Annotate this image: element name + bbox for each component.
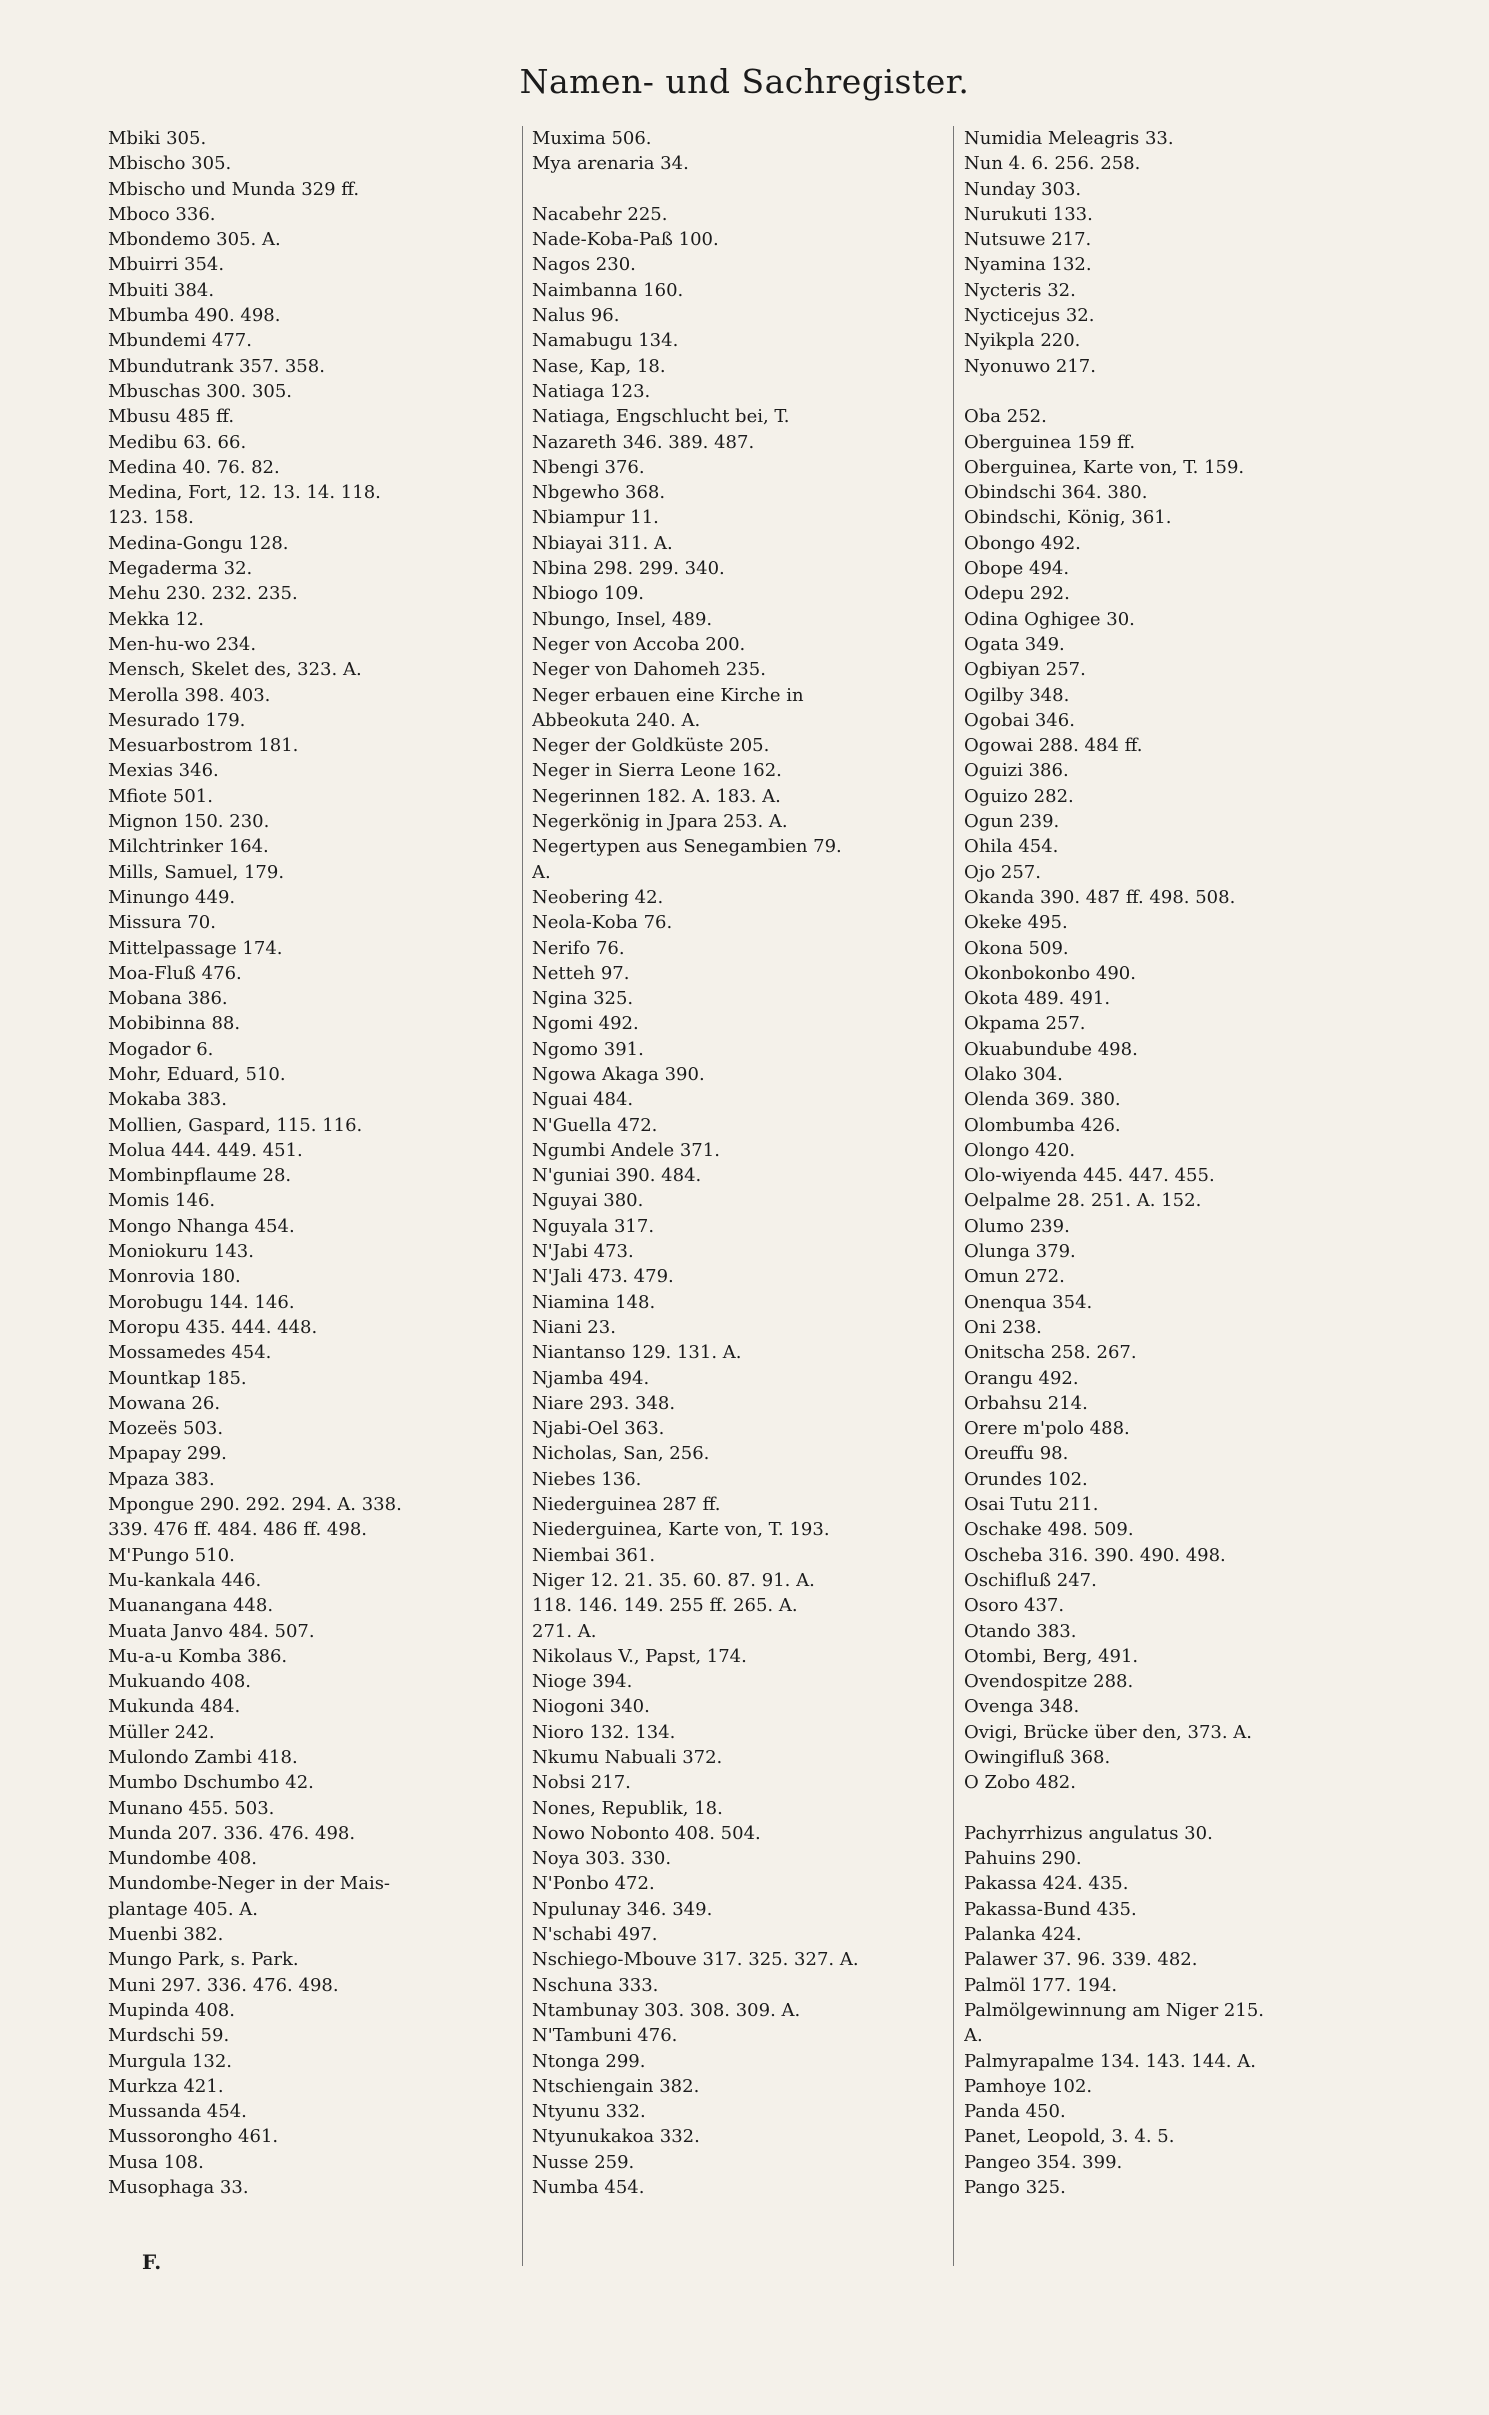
index-entry: Nbiayai 311. A. <box>532 532 673 554</box>
index-entry: 339. 476 ff. 484. 486 ff. 498. <box>108 1519 368 1541</box>
index-entry: Nguyala 317. <box>532 1215 655 1237</box>
index-entry: Mbondemo 305. A. <box>108 229 281 251</box>
index-entry: Oberguinea 159 ff. <box>964 431 1136 453</box>
index-entry: Netteh 97. <box>532 962 630 984</box>
index-entry: Nyikpla 220. <box>964 330 1081 352</box>
index-entry: Negerinnen 182. A. 183. A. <box>532 785 781 807</box>
index-entry: Pahuins 290. <box>964 1848 1082 1870</box>
index-entry: Niantanso 129. 131. A. <box>532 1342 742 1364</box>
index-entry: Okuabundube 498. <box>964 1038 1138 1060</box>
index-entry: Mbundemi 477. <box>108 330 252 352</box>
index-entry: Mulondo Zambi 418. <box>108 1747 298 1768</box>
index-entry: Niamina 148. <box>532 1291 656 1313</box>
index-entry: Muenbi 382. <box>108 1924 224 1946</box>
index-entry: Nbina 298. 299. 340. <box>532 558 725 580</box>
index-entry: Naimbanna 160. <box>532 279 684 301</box>
index-entry: Mbuschas 300. 305. <box>108 380 293 402</box>
index-entry: Okota 489. 491. <box>964 988 1111 1010</box>
index-entry: Mpapay 299. <box>108 1443 227 1465</box>
index-entry: Mu-a-u Komba 386. <box>108 1645 288 1667</box>
index-entry: Orangu 492. <box>964 1367 1079 1389</box>
index-entry: Niare 293. 348. <box>532 1392 676 1414</box>
index-entry: Ovenga 348. <box>964 1696 1080 1718</box>
index-entry: O Zobo 482. <box>964 1772 1076 1794</box>
index-entry: Olako 304. <box>964 1063 1063 1085</box>
index-entry: N'schabi 497. <box>532 1924 658 1946</box>
index-entry: Okona 509. <box>964 937 1069 959</box>
index-entry: Nbungo, Insel, 489. <box>532 608 713 630</box>
index-entry: Mumbo Dschumbo 42. <box>108 1772 314 1794</box>
index-entry: Abbeokuta 240. A. <box>532 709 701 731</box>
index-entry: Minungo 449. <box>108 886 236 908</box>
index-entry: Nazareth 346. 389. 487. <box>532 431 755 453</box>
index-entry: Obongo 492. <box>964 532 1081 554</box>
index-entry: Odina Oghigee 30. <box>964 608 1135 630</box>
index-entry: Musa 108. <box>108 2151 204 2173</box>
index-entry: Musophaga 33. <box>108 2177 249 2199</box>
index-entry: Panda 450. <box>964 2101 1066 2123</box>
index-entry: Orbahsu 214. <box>964 1392 1088 1414</box>
index-entry: Mignon 150. 230. <box>108 811 270 833</box>
index-entry: Oguizi 386. <box>964 760 1069 782</box>
index-entry: Ovigi, Brücke über den, 373. A. <box>964 1721 1253 1743</box>
index-entry: Men-hu-wo 234. <box>108 633 257 655</box>
index-entry: A. <box>532 861 551 883</box>
index-entry: Osai Tutu 211. <box>964 1494 1099 1516</box>
index-entry: Nschuna 333. <box>532 1974 659 1996</box>
index-entry: Ntambunay 303. 308. 309. A. <box>532 1999 801 2021</box>
index-entry: Nkumu Nabuali 372. <box>532 1747 723 1768</box>
index-entry: Mpaza 383. <box>108 1468 215 1490</box>
index-entry: A. <box>964 2025 983 2047</box>
index-entry: Mussorongho 461. <box>108 2126 279 2148</box>
index-entry: Nerifo 76. <box>532 937 625 959</box>
index-entry: Ogata 349. <box>964 633 1065 655</box>
index-entry: N'Guella 472. <box>532 1114 658 1136</box>
index-entry: Nones, Republik, 18. <box>532 1797 723 1819</box>
index-entry: Nbiogo 109. <box>532 583 645 605</box>
index-entry: Olo-wiyenda 445. 447. 455. <box>964 1165 1215 1187</box>
index-entry: Olenda 369. 380. <box>964 1089 1121 1111</box>
index-entry: Niederguinea, Karte von, T. 193. <box>532 1519 830 1541</box>
index-entry: Mbiki 305. <box>108 128 207 149</box>
index-entry: Nyonuwo 217. <box>964 355 1096 377</box>
index-entry: Nguyai 380. <box>532 1190 644 1212</box>
index-entry: Neobering 42. <box>532 886 664 908</box>
index-entry: 271. A. <box>532 1620 597 1642</box>
index-entry: Nalus 96. <box>532 305 620 327</box>
index-entry: Nbgewho 368. <box>532 482 666 504</box>
index-entry: Medina, Fort, 12. 13. 14. 118. <box>108 482 381 504</box>
index-entry: Mbusu 485 ff. <box>108 406 235 428</box>
index-entry: Mongo Nhanga 454. <box>108 1215 295 1237</box>
index-entry: Mbischo 305. <box>108 153 232 175</box>
index-entry: Niederguinea 287 ff. <box>532 1494 721 1516</box>
index-entry: Ohila 454. <box>964 836 1059 858</box>
index-entry: Palmyrapalme 134. 143. 144. A. <box>964 2050 1256 2072</box>
index-column-1 <box>108 126 518 2200</box>
index-entry: Molua 444. 449. 451. <box>108 1139 303 1161</box>
index-entry: Mobana 386. <box>108 988 228 1010</box>
index-entry: Mpongue 290. 292. 294. A. 338. <box>108 1494 402 1516</box>
index-entry: Megaderma 32. <box>108 558 253 580</box>
index-entry: Obope 494. <box>964 558 1070 580</box>
page-title: Namen- und Sachregister. <box>519 62 970 101</box>
index-entry: Nikolaus V., Papst, 174. <box>532 1645 747 1667</box>
index-entry: Nun 4. 6. 256. 258. <box>964 153 1141 175</box>
index-entry: Neger von Accoba 200. <box>532 633 746 655</box>
index-entry: Oreuffu 98. <box>964 1443 1069 1465</box>
column-divider <box>953 126 954 2266</box>
index-entry: Npulunay 346. 349. <box>532 1898 713 1920</box>
index-entry: Obindschi 364. 380. <box>964 482 1148 504</box>
index-entry: Onenqua 354. <box>964 1291 1093 1313</box>
index-entry: Nguai 484. <box>532 1089 634 1111</box>
index-entry: N'Tambuni 476. <box>532 2025 678 2047</box>
index-entry: Mussanda 454. <box>108 2101 247 2123</box>
index-entry: Okanda 390. 487 ff. 498. 508. <box>964 886 1236 908</box>
index-entry: Ngomo 391. <box>532 1038 644 1060</box>
index-entry: Ngumbi Andele 371. <box>532 1139 720 1161</box>
index-entry: Obindschi, König, 361. <box>964 507 1172 529</box>
index-entry: Neger von Dahomeh 235. <box>532 659 766 681</box>
index-entry: Olumo 239. <box>964 1215 1070 1237</box>
index-entry: Missura 70. <box>108 912 216 934</box>
index-entry: Mombinpflaume 28. <box>108 1165 292 1187</box>
index-entry: Otando 383. <box>964 1620 1077 1642</box>
index-entry: Ntonga 299. <box>532 2050 646 2072</box>
index-entry: Momis 146. <box>108 1190 216 1212</box>
index-entry: Oni 238. <box>964 1316 1042 1338</box>
index-entry: Oba 252. <box>964 406 1047 428</box>
index-entry: Ngina 325. <box>532 988 634 1010</box>
index-entry: Ojo 257. <box>964 861 1041 883</box>
index-entry: Panet, Leopold, 3. 4. 5. <box>964 2126 1175 2148</box>
index-entry: Neger in Sierra Leone 162. <box>532 760 782 782</box>
index-entry: Natiaga, Engschlucht bei, T. <box>532 406 790 428</box>
index-entry: Mittelpassage 174. <box>108 937 283 959</box>
index-entry: Mukuando 408. <box>108 1671 252 1693</box>
index-entry: Oberguinea, Karte von, T. 159. <box>964 456 1245 478</box>
index-entry: Niani 23. <box>532 1316 616 1338</box>
index-entry: Munda 207. 336. 476. 498. <box>108 1822 356 1844</box>
index-entry: Nycteris 32. <box>964 279 1076 301</box>
index-entry: Oguizo 282. <box>964 785 1074 807</box>
index-entry: Mbumba 490. 498. <box>108 305 281 327</box>
index-entry: Owingifluß 368. <box>964 1747 1111 1768</box>
index-entry: Mbundutrank 357. 358. <box>108 355 325 377</box>
index-entry: Ogbiyan 257. <box>964 659 1086 681</box>
index-entry: Murgula 132. <box>108 2050 233 2072</box>
index-entry: Palmöl 177. 194. <box>964 1974 1118 1996</box>
index-entry: Mbischo und Munda 329 ff. <box>108 178 360 200</box>
index-entry: Medina-Gongu 128. <box>108 532 289 554</box>
index-entry: Ntyunukakoa 332. <box>532 2126 700 2148</box>
index-entry: Olunga 379. <box>964 1241 1076 1263</box>
index-column-3 <box>964 126 1376 2200</box>
index-entry: Mupinda 408. <box>108 1999 235 2021</box>
index-entry: Muxima 506. <box>532 128 652 149</box>
index-entry: plantage 405. A. <box>108 1898 258 1920</box>
index-entry: Nagos 230. <box>532 254 636 276</box>
index-entry <box>532 177 947 202</box>
index-entry: Palawer 37. 96. 339. 482. <box>964 1949 1198 1971</box>
index-entry: 118. 146. 149. 255 ff. 265. A. <box>532 1595 798 1617</box>
signature-letter: F. <box>142 2250 162 2274</box>
index-entry: Nowo Nobonto 408. 504. <box>532 1822 761 1844</box>
index-entry: Neola-Koba 76. <box>532 912 673 934</box>
index-entry: Muni 297. 336. 476. 498. <box>108 1974 339 1996</box>
index-entry: Mu-kankala 446. <box>108 1569 262 1591</box>
index-entry: Mohr, Eduard, 510. <box>108 1063 286 1085</box>
index-entry: Numba 454. <box>532 2177 645 2199</box>
index-entry: Olongo 420. <box>964 1139 1076 1161</box>
index-entry: Negertypen aus Senegambien 79. <box>532 836 842 858</box>
index-entry: Oschake 498. 509. <box>964 1519 1134 1541</box>
index-entry: Njabi-Oel 363. <box>532 1418 665 1440</box>
index-entry: Mbuiti 384. <box>108 279 215 301</box>
index-entry: Mossamedes 454. <box>108 1342 272 1364</box>
index-entry: Orere m'polo 488. <box>964 1418 1130 1440</box>
index-entry: Pamhoye 102. <box>964 2075 1093 2097</box>
index-entry: Mountkap 185. <box>108 1367 247 1389</box>
index-entry: Mfiote 501. <box>108 785 213 807</box>
index-entry: Mungo Park, s. Park. <box>108 1949 299 1971</box>
index-entry: Mundombe 408. <box>108 1848 258 1870</box>
index-entry: Ntyunu 332. <box>532 2101 646 2123</box>
index-entry: Nobsi 217. <box>532 1772 631 1794</box>
index-entry: N'Ponbo 472. <box>532 1873 655 1895</box>
index-entry: M'Pungo 510. <box>108 1544 235 1566</box>
index-entry: Mensch, Skelet des, 323. A. <box>108 659 362 681</box>
index-entry: Mokaba 383. <box>108 1089 227 1111</box>
index-entry: Mboco 336. <box>108 203 216 225</box>
index-entry: Noya 303. 330. <box>532 1848 672 1870</box>
index-entry: Namabugu 134. <box>532 330 679 352</box>
index-entry: Niembai 361. <box>532 1544 656 1566</box>
index-entry: Mowana 26. <box>108 1392 221 1414</box>
index-entry: Niogoni 340. <box>532 1696 650 1718</box>
index-entry: N'guniai 390. 484. <box>532 1165 702 1187</box>
index-entry: Mozeës 503. <box>108 1418 224 1440</box>
index-entry: 123. 158. <box>108 507 194 529</box>
index-entry: Ogilby 348. <box>964 684 1070 706</box>
index-entry: Nschiego-Mbouve 317. 325. 327. A. <box>532 1949 859 1971</box>
index-entry: Mundombe-Neger in der Mais- <box>108 1873 391 1895</box>
index-entry: Palmölgewinnung am Niger 215. <box>964 1999 1265 2021</box>
index-entry: Nacabehr 225. <box>532 203 668 225</box>
index-entry: Negerkönig in Jpara 253. A. <box>532 811 788 833</box>
index-entry: Moa-Fluß 476. <box>108 962 242 984</box>
index-entry: Munano 455. 503. <box>108 1797 275 1819</box>
index-entry: Moniokuru 143. <box>108 1241 254 1263</box>
index-entry: Nycticejus 32. <box>964 305 1095 327</box>
index-entry: Pango 325. <box>964 2177 1066 2199</box>
index-entry: Nunday 303. <box>964 178 1082 200</box>
index-entry: Mehu 230. 232. 235. <box>108 583 298 605</box>
index-entry: Murkza 421. <box>108 2075 224 2097</box>
index-entry: Nbengi 376. <box>532 456 645 478</box>
index-entry: Ngowa Akaga 390. <box>532 1063 705 1085</box>
index-entry: Mobibinna 88. <box>108 1013 241 1035</box>
index-entry: Orundes 102. <box>964 1468 1088 1490</box>
index-entry: Nusse 259. <box>532 2151 635 2173</box>
index-entry: Morobugu 144. 146. <box>108 1291 295 1313</box>
index-column-2 <box>532 126 947 2200</box>
column-divider <box>522 126 523 2266</box>
index-entry: Müller 242. <box>108 1721 215 1743</box>
index-entry: Medibu 63. 66. <box>108 431 247 453</box>
index-entry: Mexias 346. <box>108 760 219 782</box>
index-entry: Mekka 12. <box>108 608 204 630</box>
index-entry: Omun 272. <box>964 1266 1065 1288</box>
index-entry: Niger 12. 21. 35. 60. 87. 91. A. <box>532 1569 815 1591</box>
index-entry: Milchtrinker 164. <box>108 836 269 858</box>
index-entry: Muata Janvo 484. 507. <box>108 1620 315 1642</box>
index-entry: Natiaga 123. <box>532 380 651 402</box>
index-entry: Mukunda 484. <box>108 1696 241 1718</box>
index-entry: Neger erbauen eine Kirche in <box>532 684 804 706</box>
index-entry: Nase, Kap, 18. <box>532 355 666 377</box>
index-entry: Mills, Samuel, 179. <box>108 861 285 883</box>
index-entry: N'Jabi 473. <box>532 1241 634 1263</box>
index-entry: Merolla 398. 403. <box>108 684 271 706</box>
index-entry: Murdschi 59. <box>108 2025 230 2047</box>
index-entry: Niebes 136. <box>532 1468 642 1490</box>
index-entry: Onitscha 258. 267. <box>964 1342 1137 1364</box>
index-entry: Nyamina 132. <box>964 254 1092 276</box>
index-entry: Muanangana 448. <box>108 1595 274 1617</box>
index-entry: Nurukuti 133. <box>964 203 1093 225</box>
index-entry: Mya arenaria 34. <box>532 153 689 175</box>
index-entry: Ntschiengain 382. <box>532 2075 700 2097</box>
index-entry: Ngomi 492. <box>532 1013 639 1035</box>
index-entry: Ovendospitze 288. <box>964 1671 1134 1693</box>
index-entry: Pakassa 424. 435. <box>964 1873 1129 1895</box>
index-entry: Otombi, Berg, 491. <box>964 1645 1139 1667</box>
index-entry: Olombumba 426. <box>964 1114 1121 1136</box>
index-entry <box>964 379 1376 404</box>
index-entry: Mbuirri 354. <box>108 254 225 276</box>
index-entry: Oschifluß 247. <box>964 1569 1097 1591</box>
index-entry: Nicholas, San, 256. <box>532 1443 710 1465</box>
index-entry: Nioro 132. 134. <box>532 1721 676 1743</box>
index-entry: Numidia Meleagris 33. <box>964 128 1174 149</box>
index-entry: Njamba 494. <box>532 1367 650 1389</box>
index-entry: Mogador 6. <box>108 1038 214 1060</box>
index-entry: Moropu 435. 444. 448. <box>108 1316 318 1338</box>
index-entry: Mollien, Gaspard, 115. 116. <box>108 1114 363 1136</box>
index-entry: Okeke 495. <box>964 912 1068 934</box>
index-entry: Pakassa-Bund 435. <box>964 1898 1137 1920</box>
index-entry: Osoro 437. <box>964 1595 1065 1617</box>
index-entry: Okpama 257. <box>964 1013 1086 1035</box>
index-entry: Okonbokonbo 490. <box>964 962 1136 984</box>
index-entry: Mesurado 179. <box>108 709 246 731</box>
index-entry: Nutsuwe 217. <box>964 229 1092 251</box>
index-entry: Pangeo 354. 399. <box>964 2151 1123 2173</box>
index-entry: Monrovia 180. <box>108 1266 241 1288</box>
index-entry: Nioge 394. <box>532 1671 633 1693</box>
index-entry: Oelpalme 28. 251. A. 152. <box>964 1190 1202 1212</box>
index-entry: Ogun 239. <box>964 811 1060 833</box>
index-entry: N'Jali 473. 479. <box>532 1266 674 1288</box>
index-entry: Ogowai 288. 484 ff. <box>964 735 1143 757</box>
index-entry: Pachyrrhizus angulatus 30. <box>964 1822 1213 1844</box>
index-entry: Oscheba 316. 390. 490. 498. <box>964 1544 1226 1566</box>
index-entry <box>964 1796 1376 1821</box>
index-entry: Neger der Goldküste 205. <box>532 735 770 757</box>
index-entry: Nbiampur 11. <box>532 507 659 529</box>
index-entry: Nade-Koba-Paß 100. <box>532 229 719 251</box>
index-entry: Ogobai 346. <box>964 709 1075 731</box>
index-entry: Medina 40. 76. 82. <box>108 456 280 478</box>
index-entry: Palanka 424. <box>964 1924 1082 1946</box>
index-entry: Odepu 292. <box>964 583 1070 605</box>
index-entry: Mesuarbostrom 181. <box>108 735 299 757</box>
